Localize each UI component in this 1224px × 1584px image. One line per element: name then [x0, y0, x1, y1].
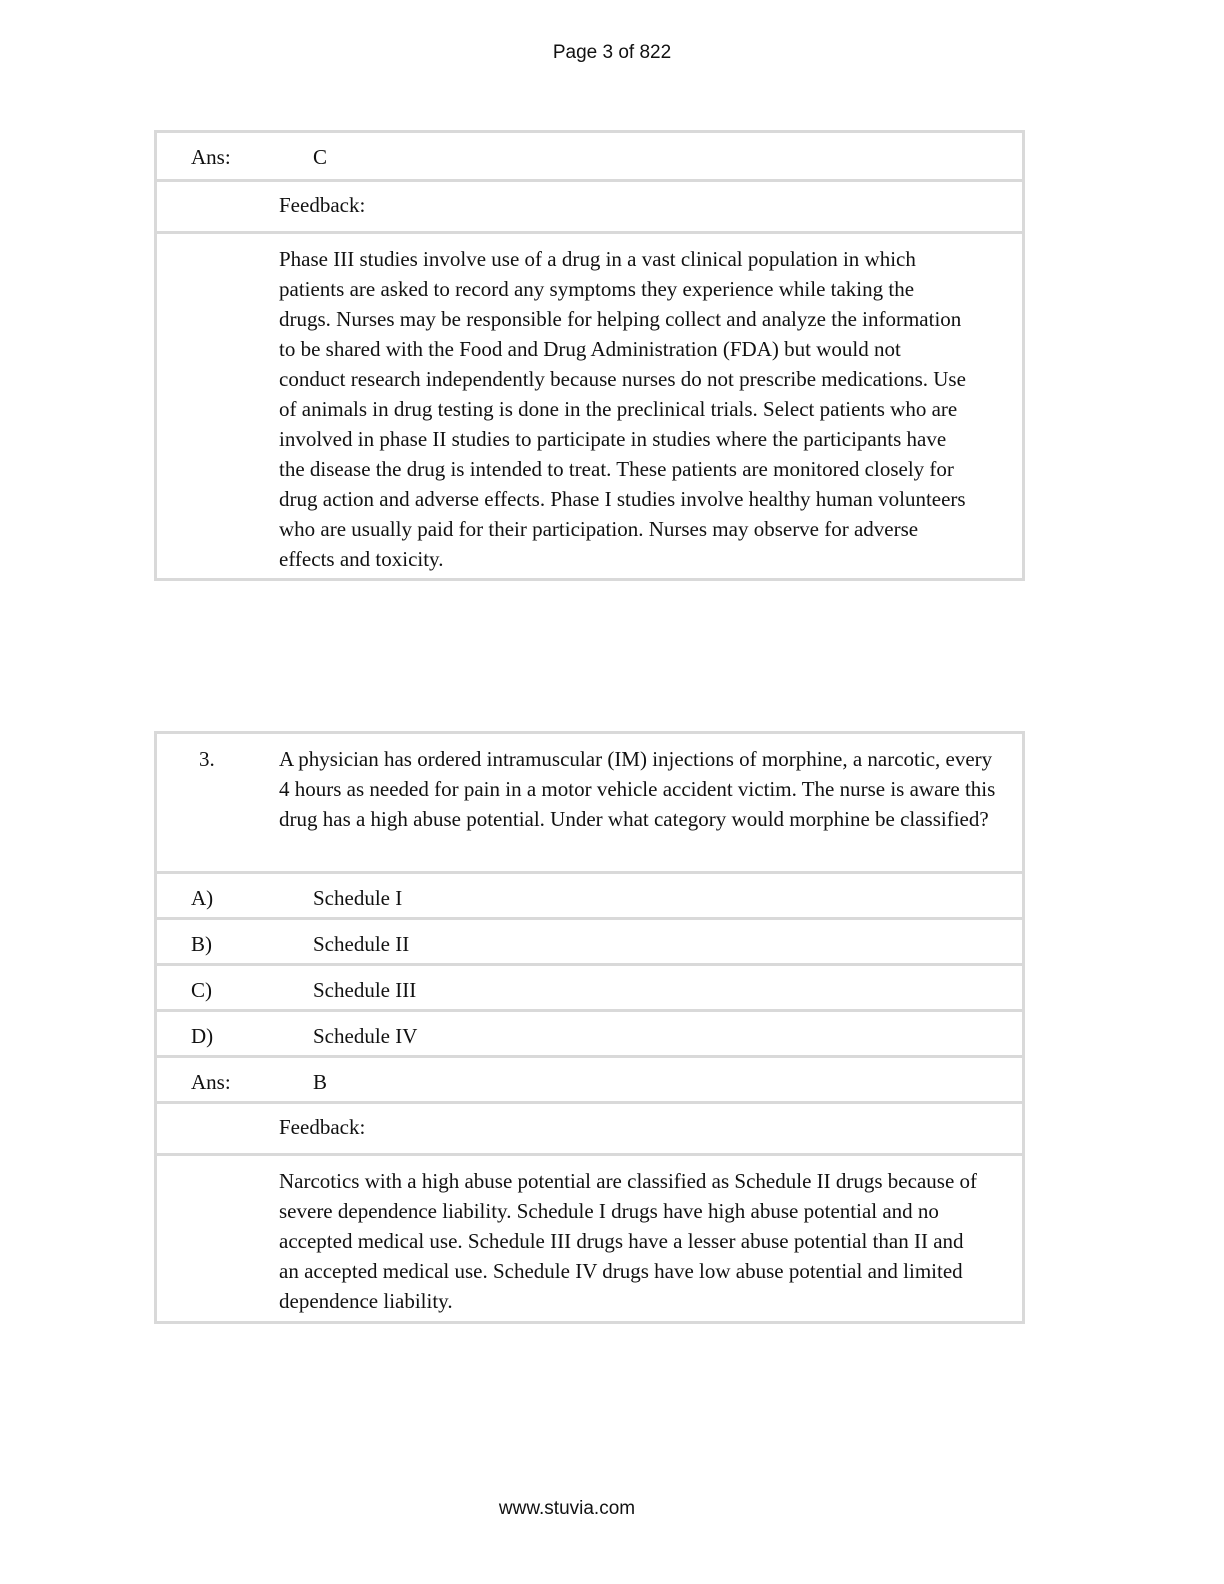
answer-row: [157, 1055, 1022, 1101]
answer-label: Ans:: [191, 1070, 231, 1094]
option-text: Schedule IV: [313, 1024, 418, 1048]
answer-block-previous: [154, 130, 1025, 581]
option-label: A): [191, 886, 214, 910]
feedback-text-row: [157, 1153, 1022, 1322]
question-row: [157, 734, 1022, 871]
question-block-3: [154, 731, 1025, 1324]
answer-value: B: [313, 1070, 328, 1094]
feedback-text: Narcotics with a high abuse potential are classified as Schedule II drugs because of severe dependence liability. Schedule I drugs have high abuse potential and no accepted medical use. Schedule III drugs have a lesser abuse potential than II and an accepted medical use. Schedule IV drugs have low abuse potential and limited dependence liability.: [279, 1169, 978, 1313]
option-text: Schedule III: [313, 978, 417, 1002]
option-label: C): [191, 978, 212, 1002]
question-number: 3.: [199, 747, 215, 771]
feedback-text-row: [157, 231, 1022, 580]
option-row-a: [157, 871, 1022, 917]
feedback-label: Feedback:: [279, 193, 366, 217]
option-row-c: [157, 963, 1022, 1009]
option-row-d: [157, 1009, 1022, 1055]
option-label: B): [191, 932, 212, 956]
feedback-label-row: [157, 179, 1022, 231]
answer-row: [157, 133, 1022, 179]
question-text: A physician has ordered intramuscular (IM) injections of morphine, a narcotic, every 4 hours as needed for pain in a motor vehicle accident victim. The nurse is aware this drug has a high abuse potential. Under what category would morphine be classified?: [279, 747, 996, 831]
option-row-b: [157, 917, 1022, 963]
answer-value: C: [313, 145, 328, 169]
answer-label: Ans:: [191, 145, 231, 169]
feedback-label: Feedback:: [279, 1115, 366, 1139]
page-number: Page 3 of 822: [552, 42, 672, 63]
option-text: Schedule II: [313, 932, 410, 956]
option-text: Schedule I: [313, 886, 403, 910]
feedback-text: Phase III studies involve use of a drug in a vast clinical population in which patients are asked to record any symptoms they experience while taking the drugs. Nurses may be responsible for helping collect and analyze the information to be shared with the Food and Drug Administration (FDA) but would not conduct research independently because nurses do not prescribe medications. Use of animals in drug testing is done in the preclinical trials. Select patients who are involved in phase II studies to participate in studies where the participants have the disease the drug is intended to treat. These patients are monitored closely for drug action and adverse effects. Phase I studies involve healthy human volunteers who are usually paid for their participation. Nurses may observe for adverse effects and toxicity.: [279, 247, 966, 571]
feedback-label-row: [157, 1101, 1022, 1153]
footer-site: www.stuvia.com: [498, 1498, 636, 1519]
option-label: D): [191, 1024, 214, 1048]
